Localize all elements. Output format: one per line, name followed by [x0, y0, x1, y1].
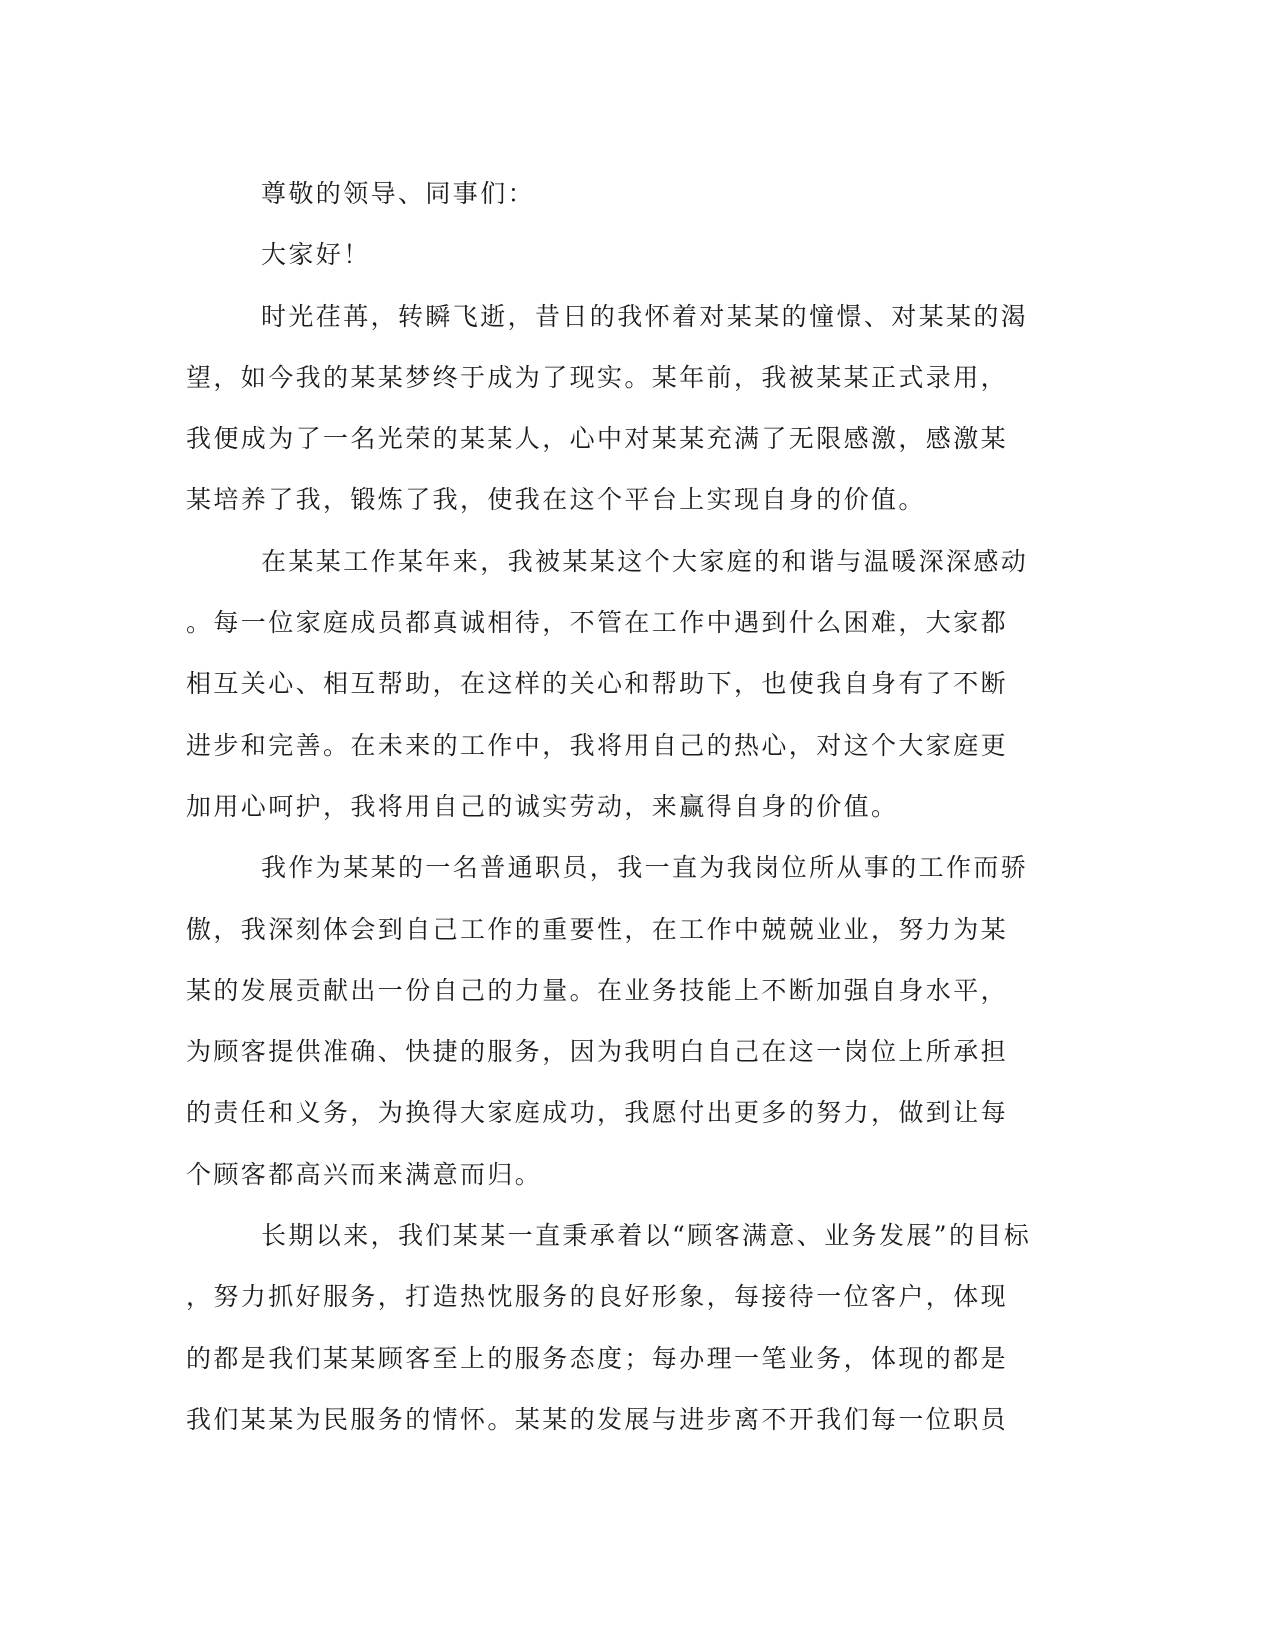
text-line: 大家好！: [261, 240, 371, 270]
text-line: 我作为某某的一名普通职员，我一直为我岗位所从事的工作而骄: [261, 853, 1029, 883]
text-line: 傲，我深刻体会到自己工作的重要性，在工作中兢兢业业，努力为某: [186, 914, 1009, 944]
text-line: 为顾客提供准确、快捷的服务，因为我明白自己在这一岗位上所承担: [186, 1037, 1009, 1067]
text-line: 我便成为了一名光荣的某某人，心中对某某充满了无限感激，感激某: [186, 424, 1009, 454]
text-line: 在某某工作某年来，我被某某这个大家庭的和谐与温暖深深感动: [261, 546, 1029, 576]
text-line: ，努力抓好服务，打造热忱服务的良好形象，每接待一位客户，体现: [186, 1282, 1009, 1312]
text-line: 某培养了我，锻炼了我，使我在这个平台上实现自身的价值。: [186, 485, 926, 515]
text-line: 个顾客都高兴而来满意而归。: [186, 1159, 543, 1189]
text-line: 长期以来，我们某某一直秉承着以“顾客满意、业务发展”的目标: [261, 1221, 1032, 1251]
text-line: 尊敬的领导、同事们：: [261, 179, 536, 208]
document-body: [186, 163, 1066, 1450]
text-line: 加用心呵护，我将用自己的诚实劳动，来赢得自身的价值。: [186, 791, 899, 821]
text-line: 某的发展贡献出一份自己的力量。在业务技能上不断加强自身水平，: [186, 975, 1009, 1005]
text-line: 的都是我们某某顾客至上的服务态度；每办理一笔业务，体现的都是: [186, 1343, 1009, 1373]
text-line: 我们某某为民服务的情怀。某某的发展与进步离不开我们每一位职员: [186, 1404, 1009, 1434]
text-line: 望，如今我的某某梦终于成为了现实。某年前，我被某某正式录用，: [186, 362, 1009, 392]
text-line: 的责任和义务，为换得大家庭成功，我愿付出更多的努力，做到让每: [186, 1098, 1009, 1128]
text-line: 相互关心、相互帮助，在这样的关心和帮助下，也使我自身有了不断: [186, 669, 1009, 699]
text-line: 时光荏苒，转瞬飞逝，昔日的我怀着对某某的憧憬、对某某的渴: [261, 301, 1029, 331]
text-line: 。每一位家庭成员都真诚相待，不管在工作中遇到什么困难，大家都: [186, 608, 1009, 638]
text-line: 进步和完善。在未来的工作中，我将用自己的热心，对这个大家庭更: [186, 730, 1009, 760]
